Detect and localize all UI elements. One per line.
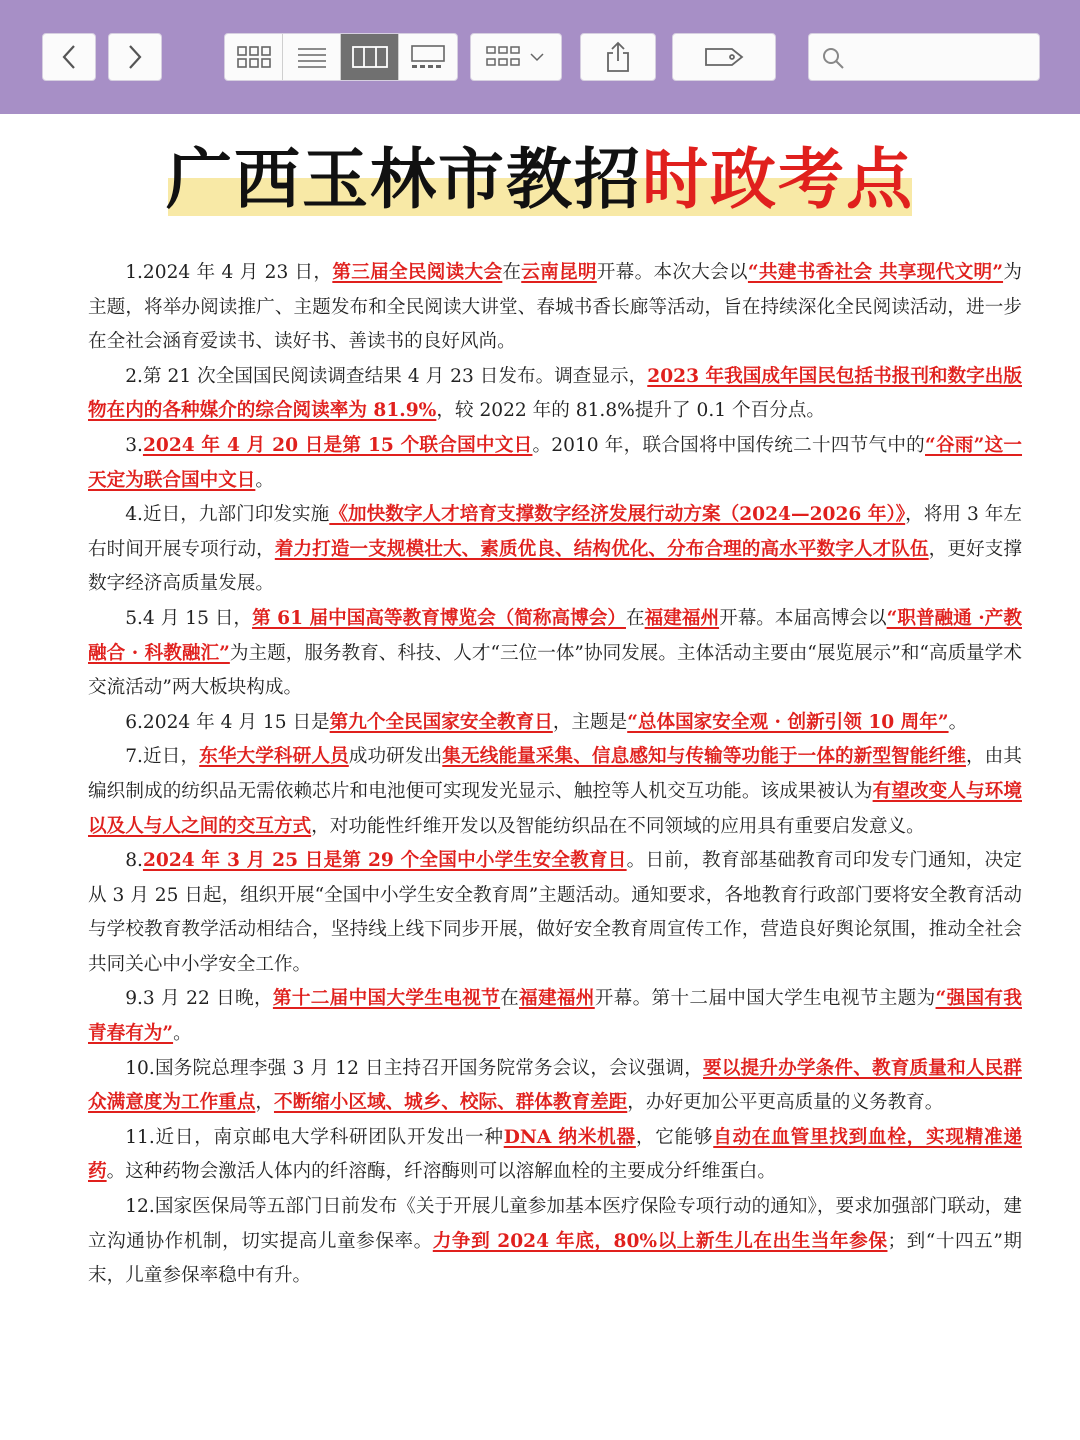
news-text: ，由其编织制成的纺织品无需依赖芯片和电池便可实现发光显示、触控等人机交互功能。该成果被认为 — [88, 746, 1022, 802]
news-text: 9.3 月 22 日晚， — [125, 988, 273, 1010]
search-icon — [821, 46, 845, 70]
news-text: 为主题，将举办阅读推广、主题发布和全民阅读大讲堂、春城书香长廊等活动，旨在持续深化全民阅读活动，进一步在全社会涵育爱读书、读好书、善读书的良好风尚。 — [88, 262, 1022, 353]
news-text: 。2010 年，联合国将中国传统二十四节气中的 — [532, 434, 926, 456]
column-view-icon — [351, 45, 389, 69]
news-text: 11.近日，南京邮电大学科研团队开发出一种 — [125, 1126, 504, 1148]
news-text: 。 — [255, 469, 274, 491]
news-item — [88, 429, 1022, 498]
news-item — [88, 602, 1022, 706]
news-text: ，办好更加公平更高质量的义务教育。 — [627, 1092, 944, 1114]
news-text: ，它能够 — [635, 1126, 714, 1148]
news-text: 在 — [502, 262, 522, 283]
news-text: 为主题，服务教育、科技、人才“三位一体”协同发展。主体活动主要由“展览展示”和“高质量学术交流活动”两大板块构成。 — [88, 642, 1022, 699]
news-item — [88, 256, 1022, 360]
key-point-highlight: “总体国家安全观 · 创新引领 10 周年” — [627, 711, 949, 733]
key-point-highlight: “职普融通 ·产教融合 · 科教融汇” — [88, 607, 1022, 664]
key-point-highlight: 云南昆明 — [521, 262, 597, 283]
news-item — [88, 498, 1022, 602]
list-view-icon — [296, 45, 328, 69]
key-point-highlight: 福建福州 — [644, 607, 720, 629]
news-item — [88, 1121, 1022, 1190]
news-text: 7.近日， — [125, 746, 200, 768]
news-text: 。日前，教育部基础教育司印发专门通知，决定从 3 月 25 日起，组织开展“全国中小学生安全教育周”主题活动。通知要求，各地教育行政部门要将安全教育活动与学校教育教学活动相结合，坚持线上线下同步开展，做好安全教育周宣传工作，营造良好舆论氛围，推动全社会共同关心中小学安全工作。 — [88, 850, 1022, 975]
key-point-highlight: 2023 年我国成年国民包括书报刊和数字出版物在内的各种媒介的综合阅读率为 81.9% — [88, 365, 1022, 422]
key-point-highlight: 《加快数字人才培育支撑数字经济发展行动方案（2024—2026 年）》 — [329, 504, 906, 526]
key-point-highlight: 自动在血管里找到血栓，实现精准递药 — [88, 1126, 1022, 1183]
news-text: 8. — [125, 850, 143, 872]
key-point-highlight: 集无线能量采集、信息感知与传输等功能于一体的新型智能纤维 — [442, 746, 966, 768]
column-view-button[interactable] — [341, 34, 399, 80]
back-button[interactable] — [42, 33, 96, 81]
news-text: 开幕。第十二届中国大学生电视节主题为 — [594, 988, 936, 1010]
page-title — [0, 138, 1080, 222]
news-text: 开幕。本届高博会以 — [719, 607, 887, 629]
search-input[interactable] — [853, 42, 1033, 74]
news-item — [88, 360, 1022, 429]
news-text: ， — [255, 1092, 274, 1114]
title-black-part: 广西玉林市教招 — [166, 141, 642, 218]
group-by-button[interactable] — [470, 33, 562, 81]
key-point-highlight: 东华大学科研人员 — [199, 746, 349, 768]
news-text: ，较 2022 年的 81.8%提升了 0.1 个百分点。 — [436, 400, 825, 422]
grid-view-icon — [236, 45, 272, 69]
tag-icon — [704, 45, 744, 69]
search-box[interactable] — [808, 33, 1040, 81]
toolbar — [0, 0, 1080, 114]
news-text: 开幕。本次大会以 — [596, 262, 748, 283]
view-mode-switcher — [224, 33, 458, 81]
key-point-highlight: 有望改变人与环境以及人与人之间的交互方式 — [88, 780, 1022, 837]
key-point-highlight: DNA 纳米机器 — [503, 1126, 636, 1148]
key-point-highlight: 第 61 届中国高等教育博览会（简称高博会） — [252, 607, 626, 629]
gallery-view-button[interactable] — [399, 34, 457, 80]
news-text: 5.4 月 15 日， — [125, 607, 253, 629]
key-point-highlight: “共建书香社会 共享现代文明” — [747, 262, 1004, 283]
news-text: ，对功能性纤维开发以及智能纺织品在不同领域的应用具有重要启发意义。 — [311, 815, 925, 837]
share-icon — [604, 41, 632, 73]
chevron-right-icon — [126, 43, 144, 71]
news-text: ；到“十四五”期末，儿童参保率稳中有升。 — [88, 1230, 1022, 1287]
news-text: 3. — [125, 434, 143, 456]
key-point-highlight: “强国有我 青春有为” — [88, 988, 1022, 1045]
news-item — [88, 844, 1022, 982]
title-block — [0, 138, 1080, 228]
news-item — [88, 1052, 1022, 1121]
news-item — [88, 740, 1022, 844]
key-point-highlight: 2024 年 3 月 25 日是第 29 个全国中小学生安全教育日 — [142, 850, 627, 872]
chevron-left-icon — [60, 43, 78, 71]
key-point-highlight: 福建福州 — [519, 988, 595, 1010]
grid-view-button[interactable] — [225, 34, 283, 80]
key-point-highlight: 着力打造一支规模壮大、素质优良、结构优化、分布合理的高水平数字人才队伍 — [274, 538, 929, 560]
forward-button[interactable] — [108, 33, 162, 81]
news-item — [88, 706, 1022, 741]
key-point-highlight: 第十二届中国大学生电视节 — [272, 988, 501, 1010]
news-text: 。 — [173, 1023, 192, 1045]
list-view-button[interactable] — [283, 34, 341, 80]
key-point-highlight: 力争到 2024 年底，80%以上新生儿在出生当年参保 — [432, 1230, 888, 1252]
article-body — [88, 256, 1022, 1294]
title-red-part: 时政考点 — [642, 141, 914, 218]
news-text: 在 — [500, 988, 520, 1010]
key-point-highlight: 第九个全民国家安全教育日 — [329, 711, 553, 733]
news-item — [88, 1190, 1022, 1294]
key-point-highlight: 2024 年 4 月 20 日是第 15 个联合国中文日 — [142, 434, 533, 456]
key-point-highlight: 不断缩小区域、城乡、校际、群体教育差距 — [273, 1092, 628, 1114]
news-text: 。 — [948, 711, 968, 733]
news-text: 10.国务院总理李强 3 月 12 日主持召开国务院常务会议，会议强调， — [125, 1057, 703, 1079]
share-button[interactable] — [580, 33, 656, 81]
tag-button[interactable] — [672, 33, 776, 81]
news-text: 在 — [625, 607, 645, 629]
news-item — [88, 982, 1022, 1051]
news-text: 6.2024 年 4 月 15 日是 — [125, 711, 330, 733]
news-text: 成功研发出 — [348, 746, 443, 768]
key-point-highlight: 要以提升办学条件、教育质量和人民群众满意度为工作重点 — [88, 1057, 1022, 1114]
news-text: 2.第 21 次全国国民阅读调查结果 4 月 23 日发布。调查显示， — [125, 365, 648, 387]
news-text: 。这种药物会激活人体内的纤溶酶，纤溶酶则可以溶解血栓的主要成分纤维蛋白。 — [106, 1161, 776, 1183]
key-point-highlight: 第三届全民阅读大会 — [332, 262, 503, 283]
group-icon — [485, 45, 547, 69]
news-text: 1.2024 年 4 月 23 日， — [125, 262, 333, 283]
key-point-highlight: “谷雨”这一天定为联合国中文日 — [88, 434, 1023, 491]
news-text: 12.国家医保局等五部门日前发布《关于开展儿童参加基本医疗保险专项行动的通知》，要求加强部门联动，建立沟通协作机制，切实提高儿童参保率。 — [88, 1196, 1022, 1252]
news-text: 4.近日，九部门印发实施 — [125, 504, 330, 526]
news-text: ，更好支撑数字经济高质量发展。 — [88, 538, 1022, 595]
news-text: ，主题是 — [552, 711, 628, 733]
news-text: ，将用 3 年左右时间开展专项行动， — [88, 504, 1023, 560]
gallery-view-icon — [410, 44, 446, 70]
